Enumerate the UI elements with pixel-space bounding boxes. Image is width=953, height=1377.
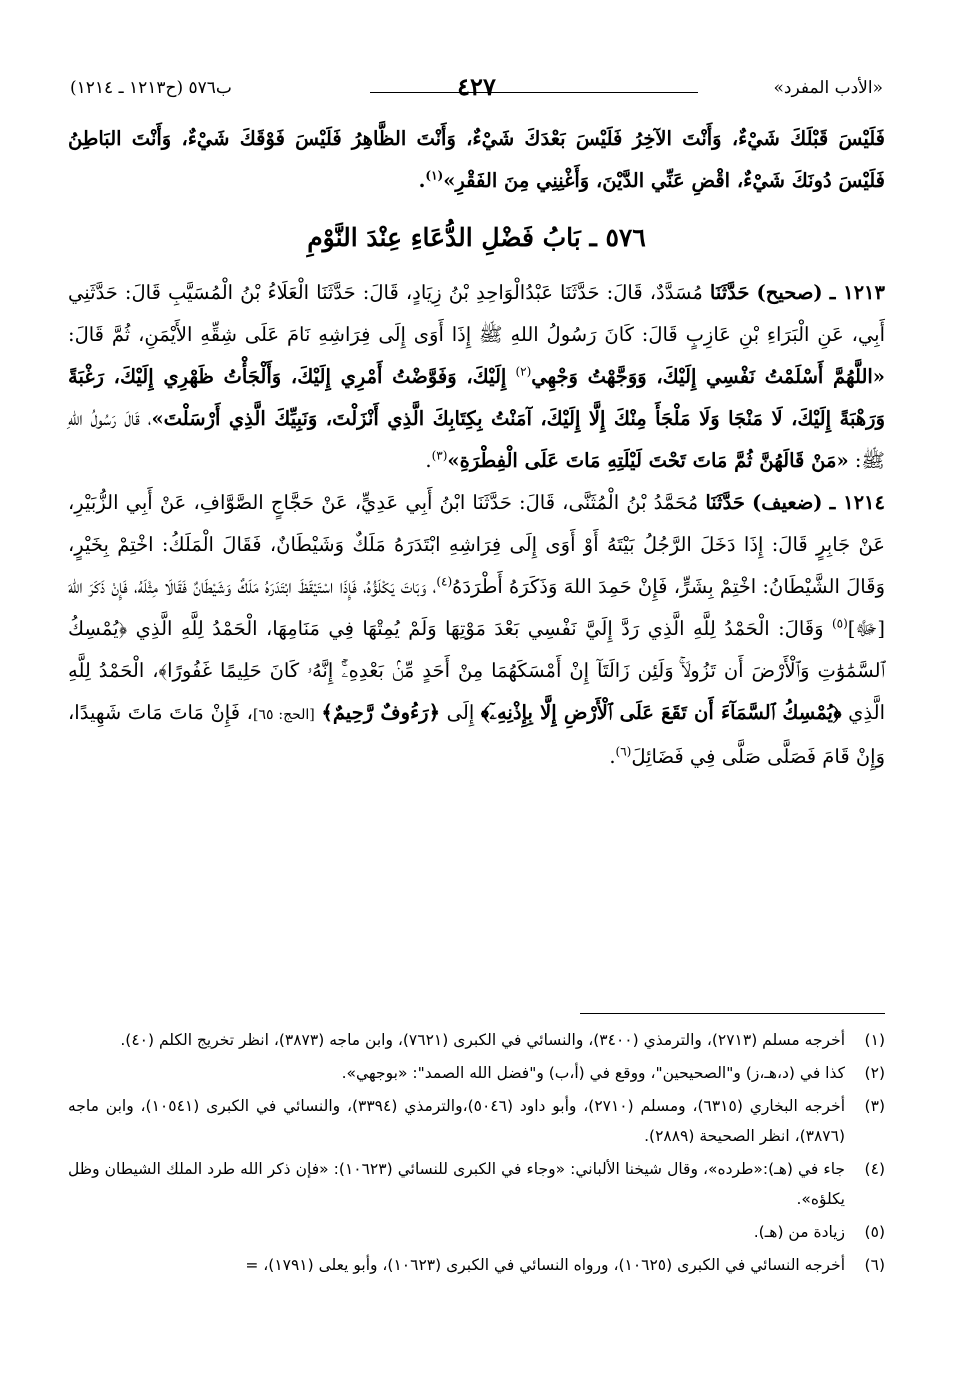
header-rule-left <box>370 92 510 93</box>
hadith-number: ١٢١٤ ـ <box>829 491 886 514</box>
footnote-number: (٤) <box>864 1160 885 1178</box>
hadith-1214: ١٢١٤ ـ (ضعيف) حَدَّثَنَا مُحَمَّدُ بْنُ الْمُثَنَّى، قَالَ: حَدَّثَنَا ابْنُ أَبِي عَدِيٍّ، عَنْ حَجَّاجٍ الصَّوَّافِ، عَنْ أَبِي الزُّبَيْرِ، عَنْ جَابِرٍ قَالَ: إِذَا دَخَلَ الرَّجُلُ بَيْتَهُ أَوْ أَوَى إِلَى فِرَاشِهِ ابْتَدَرَهُ مَلَكٌ وَشَيْطَانٌ، فَقَالَ الْمَلَكُ: اخْتِمْ بِخَيْرٍ، وَقَالَ الشَّيْطَانُ: اخْتِمْ بِشَرٍّ، فَإِنْ حَمِدَ اللهَ وَذَكَرَهُ أَطْرَدَهُ$^{(٤)}$، وَبَاتَ يَكْلَؤُهُ، فَإِذَا اسْتَيْقَظَ ابْتَدَرَهُ مَلَكٌ وَشَيْطَانٌ فَقَالَا مِثْلَهُ، فَإِنْ ذَكَرَ اللهَ [ﷻ]$^{(٥)}$ وَقَالَ: الْحَمْدُ لِلَّهِ الَّذِي رَدَّ إِلَيَّ نَفْسِي بَعْدَ مَوْتِهَا وَلَمْ يُمِتْهَا فِي مَنَامِهَا، الْحَمْدُ لِلَّهِ الَّذِي ﴿يُمْسِكُ ٱلسَّمَٰوَٰتِ وَٱلْأَرْضَ أَن تَزُولَاۚ وَلَئِن زَالَتَآ إِنْ أَمْسَكَهُمَا مِنْ أَحَدٍ مِّنۢ بَعْدِهِۦٓۚ إِنَّهُۥ كَانَ حَلِيمًا غَفُورًا﴾، الْحَمْدُ لِلَّهِ الَّذِي ﴿يُمْسِكُ ٱلسَّمَآءَ أَن تَقَعَ عَلَى ٱلْأَرْضِ إِلَّا بِإِذْنِهِۦٓ﴾ إِلَى ﴿رَءُوفٌ رَّحِيمٌ﴾ [الحج: ٦٥]، فَإِنْ مَاتَ مَاتَ شَهِيدًا، وَإِنْ قَامَ فَصَلَّى صَلَّى فِي فَضَائِلَ$^{(٦)}$. <box>68 491 886 768</box>
footnote-number: (٥) <box>864 1223 885 1241</box>
footnote <box>68 1154 885 1214</box>
intro-text: فَلَيْسَ قَبْلَكَ شَيْءٌ، وَأَنْتَ الآخِرُ فَلَيْسَ بَعْدَكَ شَيْءٌ، وَأَنْتَ الظَّاهِرُ فَلَيْسَ فَوْقَكَ شَيْءٌ، وَأَنْتَ البَاطِنُ فَلَيْسَ دُونَكَ شَيْءٌ، اقْضِ عَنِّي الدَّيْنَ، وَأَغْنِنِي مِنَ الفَقْرِ» <box>68 127 885 192</box>
footnotes <box>68 1025 885 1280</box>
footnote <box>68 1091 885 1151</box>
footnote <box>68 1025 885 1055</box>
book-title: «الأدب المفرد» <box>773 78 883 98</box>
footnote-ref-2: (٢) <box>515 364 532 379</box>
quran-reference: [الحج: ٦٥] <box>252 707 315 723</box>
footnote-separator <box>580 1013 885 1014</box>
footnote-number: (٢) <box>864 1064 885 1082</box>
footnote-text: أخرجه البخاري (٦٣١٥)، ومسلم (٢٧١٠)، وأبو داود (٥٠٤٦)،والترمذي (٣٣٩٤)، والنسائي في الكبرى (١٠٥٤١)، وابن ماجه (٣٨٧٦)، انظر الصحيحة (٢٨٨٩). <box>68 1097 845 1145</box>
footnote-number: (٣) <box>864 1097 885 1115</box>
footnote-number: (٦) <box>864 1256 885 1274</box>
footnote-ref-4: (٤) <box>436 574 453 589</box>
quran-verse: ﴿يُمْسِكُ ٱلسَّمَٰوَٰتِ وَٱلْأَرْضَ أَن تَزُولَاۚ وَلَئِن زَالَتَآ إِنْ أَمْسَكَهُمَا مِنْ أَحَدٍ مِّنۢ بَعْدِهِۦٓۚ إِنَّهُۥ كَانَ حَلِيمًا غَفُورًا﴾ <box>68 617 885 682</box>
hadith-text: إِلَى <box>446 701 475 724</box>
footnote <box>68 1058 885 1088</box>
footnote-ref-1: (١) <box>425 168 444 183</box>
page-number: ٤٢٧ <box>457 72 496 101</box>
hadith-1213: ١٢١٣ ـ (صحيح) حَدَّثَنَا مُسَدَّدٌ، قَالَ: حَدَّثَنَا عَبْدُالْوَاحِدِ بْنُ زِيَادٍ، قَالَ: حَدَّثَنَا الْعَلَاءُ بْنُ الْمُسَيَّبِ قَالَ: حَدَّثَنِي أَبِي، عَنِ الْبَرَاءِ بْنِ عَازِبٍ قَالَ: كَانَ رَسُولُ اللهِ ﷺ إِذَا أَوَى إِلَى فِرَاشِهِ نَامَ عَلَى شِقِّهِ الأَيْمَنِ، ثُمَّ قَالَ: «اللَّهُمَّ أَسْلَمْتُ نَفْسِي إِلَيْكَ، وَوَجَّهْتُ وَجْهِي$^{(٢)}$ إِلَيْكَ، وَفَوَّضْتُ أَمْرِي إِلَيْكَ، وَأَلْجَأْتُ ظَهْرِي إِلَيْكَ، رَغْبَةً وَرَهْبَةً إِلَيْكَ، لَا مَنْجَا وَلَا مَلْجَأَ مِنْكَ إِلَّا إِلَيْكَ، آمَنْتُ بِكِتَابِكَ الَّذِي أَنْزَلْتَ، وَنَبِيِّكَ الَّذِي أَرْسَلْتَ»، قَالَ رَسُولُ اللهِ ﷺ: «مَنْ قَالَهُنَّ ثُمَّ مَاتَ تَحْتَ لَيْلَتِهِ مَاتَ عَلَى الْفِطْرَةِ»$^{(٣)}$. <box>68 281 886 472</box>
hadith-text: وَقَالَ: الْحَمْدُ لِلَّهِ الَّذِي رَدَّ إِلَيَّ نَفْسِي بَعْدَ مَوْتِهَا وَلَمْ يُمِتْهَا فِي مَنَامِهَا، الْحَمْدُ لِلَّهِ الَّذِي <box>135 617 824 640</box>
footnote-text: أخرجه مسلم (٢٧١٣)، والترمذي (٣٤٠٠)، والنسائي في الكبرى (٧٦٢١)، وابن ماجه (٣٨٧٣)، انظر تخريج الكلم (٤٠). <box>120 1031 845 1049</box>
hadith-text: مُحَمَّدُ بْنُ الْمُثَنَّى، قَالَ: حَدَّثَنَا ابْنُ أَبِي عَدِيٍّ، عَنْ حَجَّاجٍ الصَّوَّافِ، عَنْ أَبِي الزُّبَيْرِ، عَنْ جَابِرٍ قَالَ: إِذَا دَخَلَ الرَّجُلُ بَيْتَهُ أَوْ أَوَى إِلَى فِرَاشِهِ ابْتَدَرَهُ مَلَكٌ وَشَيْطَانٌ، فَقَالَ الْمَلَكُ: اخْتِمْ بِخَيْرٍ، وَقَالَ الشَّيْطَانُ: اخْتِمْ بِشَرٍّ، فَإِنْ حَمِدَ اللهَ وَذَكَرَهُ أَطْرَدَهُ <box>68 491 885 598</box>
footnote-text: جاء في (هـ):«طرده»، وقال شيخنا الألباني: «وجاء في الكبرى للنسائي (١٠٦٢٣): «فإن ذكر الله طرد الملك الشيطان وظل يكلؤه». <box>68 1160 845 1208</box>
footnote <box>68 1250 885 1280</box>
quran-verse: ﴿يُمْسِكُ ٱلسَّمَآءَ أَن تَقَعَ عَلَى ٱلْأَرْضِ إِلَّا بِإِذْنِهِۦٓ﴾ <box>480 701 842 724</box>
footnote-text: أخرجه النسائي في الكبرى (١٠٦٢٥)، ورواه النسائي في الكبرى (١٠٦٢٣)، وأبو يعلى (١٧٩١)، = <box>245 1256 845 1274</box>
isnad: مُسَدَّدٌ، قَالَ: حَدَّثَنَا عَبْدُالْوَاحِدِ بْنُ زِيَادٍ، قَالَ: حَدَّثَنَا الْعَلَاءُ بْنُ الْمُسَيَّبِ قَالَ: حَدَّثَنِي أَبِي، عَنِ الْبَرَاءِ بْنِ عَازِبٍ قَالَ: كَانَ رَسُولُ اللهِ ﷺ إِذَا أَوَى إِلَى فِرَاشِهِ نَامَ عَلَى شِقِّهِ الأَيْمَنِ، ثُمَّ قَالَ: <box>68 281 885 346</box>
chapter-title: ٥٧٦ ـ بَابُ فَضْلِ الدُّعَاءِ عِنْدَ النَّوْمِ <box>307 223 646 252</box>
footnote-text: كذا في (د،هـ،ز) و"الصحيحين"، ووقع في (أ،ب) و"فضل الله الصمد": «بوجهي». <box>341 1064 845 1082</box>
footnote <box>68 1217 885 1247</box>
footnote-ref-6: (٦) <box>615 744 632 759</box>
hadith-grade: (ضعيف) <box>752 491 823 514</box>
hadith-text: ، وَبَاتَ يَكْلَؤُهُ، فَإِذَا اسْتَيْقَظَ ابْتَدَرَهُ مَلَكٌ وَشَيْطَانٌ فَقَالَا مِثْلَهُ، فَإِنْ ذَكَرَ اللهَ [ﷻ] <box>68 575 885 640</box>
running-header <box>70 72 883 104</box>
quran-verse: ﴿رَءُوفٌ رَّحِيمٌ﴾ <box>321 701 441 724</box>
haddathana: حَدَّثَنَا <box>709 281 750 304</box>
narration-link: ، قَالَ رَسُولُ اللهِ ﷺ: <box>68 407 885 472</box>
main-text <box>68 118 885 778</box>
footnote-ref-5: (٥) <box>831 616 848 631</box>
haddathana: حَدَّثَنَا <box>705 491 745 514</box>
header-rule-right <box>503 92 698 93</box>
matn-part: إِلَيْكَ، وَفَوَّضْتُ أَمْرِي إِلَيْكَ، وَأَلْجَأْتُ ظَهْرِي إِلَيْكَ، رَغْبَةً وَرَهْبَةً إِلَيْكَ، لَا مَنْجَا وَلَا مَلْجَأَ مِنْكَ إِلَّا إِلَيْكَ، آمَنْتُ بِكِتَابِكَ الَّذِي أَنْزَلْتَ، وَنَبِيِّكَ الَّذِي أَرْسَلْتَ» <box>68 365 885 430</box>
hadith-text: ، الْحَمْدُ لِلَّهِ الَّذِي <box>68 659 886 724</box>
hadith-text: ، فَإِنْ مَاتَ مَاتَ شَهِيدًا، وَإِنْ قَامَ فَصَلَّى صَلَّى فِي فَضَائِلَ <box>68 701 885 768</box>
matn-part: «اللَّهُمَّ أَسْلَمْتُ نَفْسِي إِلَيْكَ، وَوَجَّهْتُ وَجْهِي <box>531 365 885 388</box>
hadith-grade: (صحيح) <box>756 281 823 304</box>
footnote-number: (١) <box>864 1031 885 1049</box>
footnote-text: زيادة من (هـ). <box>753 1223 845 1241</box>
intro-paragraph: فَلَيْسَ قَبْلَكَ شَيْءٌ، وَأَنْتَ الآخِرُ فَلَيْسَ بَعْدَكَ شَيْءٌ، وَأَنْتَ الظَّاهِرُ فَلَيْسَ فَوْقَكَ شَيْءٌ، وَأَنْتَ البَاطِنُ فَلَيْسَ دُونَكَ شَيْءٌ، اقْضِ عَنِّي الدَّيْنَ، وَأَغْنِنِي مِنَ الفَقْرِ»$^{(١)}$. <box>68 127 885 192</box>
hadith-number: ١٢١٣ ـ <box>829 281 886 304</box>
matn-part: «مَنْ قَالَهُنَّ ثُمَّ مَاتَ تَحْتَ لَيْلَتِهِ مَاتَ عَلَى الْفِطْرَةِ» <box>447 449 849 472</box>
footnote-ref-3: (٣) <box>431 448 448 463</box>
chapter-reference: ب٥٧٦ (ح١٢١٣ ـ ١٢١٤) <box>70 78 232 98</box>
